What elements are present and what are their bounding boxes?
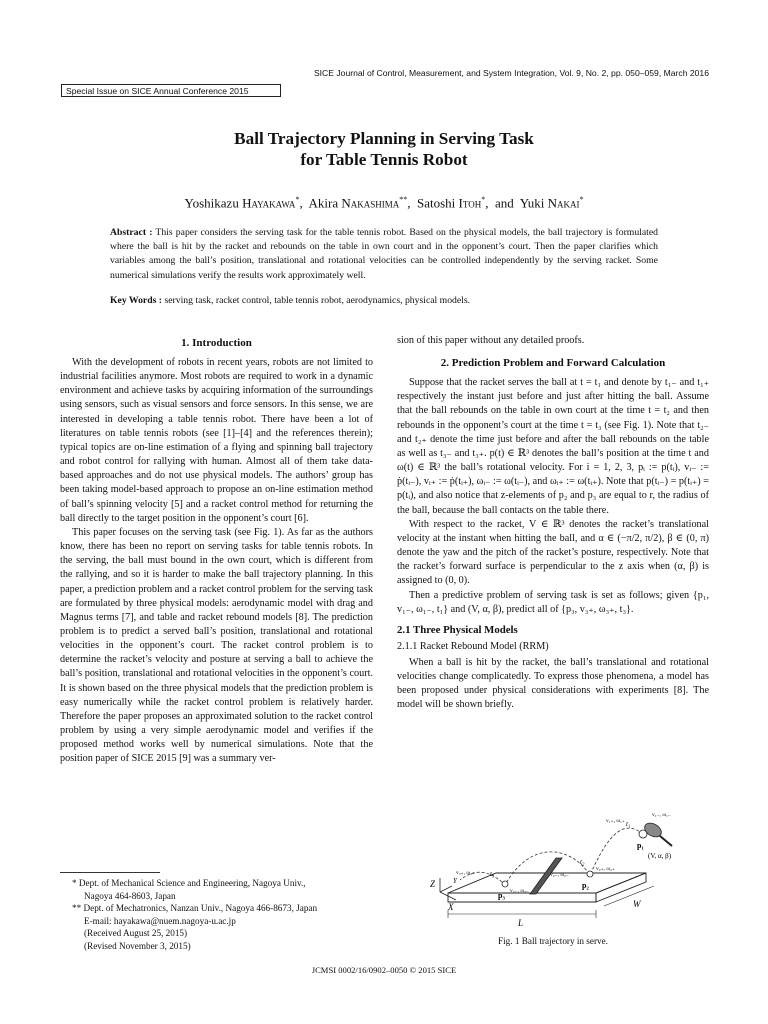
author-3-mark: *	[481, 195, 486, 204]
label-v2m: v₂₋, ω₂₋	[550, 872, 569, 878]
author-3-first: Satoshi	[416, 195, 456, 211]
author-and: and	[494, 195, 514, 211]
page-footer: JCMSI 0002/16/0902–0050 © 2015 SICE	[311, 965, 457, 975]
label-x: X	[448, 902, 454, 912]
title-line-2: for Table Tennis Robot	[300, 150, 468, 169]
footnotes	[72, 877, 382, 953]
label-v1: v₁₋, ω₁₋	[652, 812, 671, 818]
label-t2: t₂	[580, 858, 585, 866]
axis-y	[440, 886, 452, 892]
label-racket-state: (V, α, β)	[648, 852, 672, 860]
author-1-mark: *	[295, 195, 300, 204]
keywords-label: Key Words :	[110, 295, 163, 306]
label-p2: p₂	[582, 881, 589, 890]
label-t1: t₁	[626, 820, 631, 828]
author-list: Yoshikazu Hayakawa*, Akira Nakashima**, Satoshi Itoh*, and Yuki Nakai*	[184, 195, 584, 211]
section-2-paragraph-1: Suppose that the racket serves the ball at t = t₁ and denote by t₁₋ and t₁₊ respectively the instant just before and just after hitting the ball. Assume that the ball rebounds on the table in own court at the time t = t₂ and then rebounds in the opponent’s court at the time t = t₃ (see Fig. 1). Note that t₂₋ and t₂₊ denote the time just before and after the ball rebounds on the table as well as t₃₋ and t₃₊. p(t) ∈ ℝ³ denotes the ball’s position at the time t and ω(t) ∈ ℝ³ the ball’s rotational velocity. For i = 1, 2, 3, pᵢ := p(tᵢ), vᵢ₋ := ṗ(tᵢ₋), vᵢ₊ := ṗ(tᵢ₊), ωᵢ₋ := ω(tᵢ₋), and ωᵢ₊ := ω(tᵢ₊). Note that p(tᵢ₋) = p(tᵢ₊) = p(tᵢ), and also notice that z-elements of p₂ and p₃ are equal to r, the radius of the ball, because the ball contacts on the table there.	[397, 377, 709, 516]
label-t3: t₃	[490, 870, 495, 878]
footnote-line: (Received August 25, 2015)	[84, 928, 188, 939]
author-2-first: Akira	[308, 195, 339, 211]
label-p3: p₃	[498, 891, 505, 900]
author-2-mark: **	[399, 195, 408, 204]
ball-p3	[502, 881, 508, 887]
author-1-last: Hayakawa	[242, 195, 296, 211]
footnote-line: Nagoya 464-8603, Japan	[84, 890, 176, 901]
figure-caption: Fig. 1 Ball trajectory in serve.	[498, 936, 608, 946]
table-front-edge	[448, 893, 596, 902]
author-4-first: Yuki	[519, 195, 545, 211]
label-W: W	[633, 899, 641, 909]
left-column	[60, 336, 373, 767]
intro-paragraph-1: With the development of robots in recent years, robots are not limited to industrial facilities anymore. Most robots are required to work in a dynamic environment and achieve tasks by acquiring information of the surroundings using sensors, such as visual sensors and force sensors. In this sense, we are interested in developing a table tennis robot. There have been a lot of literatures on table tennis robots (see [1]–[4] and the references therein); typical topics are on-line estimation of a flying and spinning ball trajectory and robot control for rallying with human. Almost all of them take data-based approaches and do not use physical models. The authors’ group has been taking model-based approach to propose an on-line estimation method of ball’s spinning velocity [5] and a racket control method for returning the ball directly to the target position in the opponent’s court [6].	[60, 357, 373, 524]
keywords-text: serving task, racket control, table tennis robot, aerodynamics, physical models.	[164, 295, 471, 306]
label-L: L	[518, 918, 524, 928]
abstract-text: This paper considers the serving task for the table tennis robot. Based on the physical models, the ball trajectory is formulated where the ball is hit by the racket and rebounds on the table in own court and in the opponent’s court. Then the paper clarifies which variables among the ball’s position, translational and rotational velocities can be controlled independently by the serving racket. Some numerical simulations verify the results work approximately well.	[110, 227, 659, 281]
author-4-last: Nakai	[547, 195, 580, 211]
footnote-line: E-mail: hayakawa@nuem.nagoya-u.ac.jp	[84, 915, 236, 926]
author-3-last: Itoh	[458, 195, 482, 211]
section-2-paragraph-3: Then a predictive problem of serving task is set as follows; given {p₁, v₁₋, ω₁₋, t₁} and (V, α, β), predict all of {p₃, v₃₊, ω₃₊, t₃}.	[397, 589, 709, 615]
abstract	[110, 226, 658, 283]
label-v2p: v₂₊, ω₂₊	[596, 866, 615, 872]
author-2-last: Nakashima	[341, 195, 400, 211]
keywords	[110, 294, 658, 308]
journal-citation: SICE Journal of Control, Measurement, and System Integration, Vol. 9, No. 2, pp. 050–059, March 2016	[313, 68, 709, 78]
section-2-1-1-paragraph: When a ball is hit by the racket, the ball’s translational and rotational velocities change complicatedly. To express those phenomena, a model has been proposed under physical considerations with experiments [8]. The model will be shown briefly.	[397, 656, 709, 711]
right-column	[397, 334, 709, 712]
footnote-line: (Revised November 3, 2015)	[84, 940, 191, 951]
paper-title	[120, 128, 648, 170]
table-side-edge	[596, 873, 646, 902]
section-2-heading: 2. Prediction Problem and Forward Calculation	[440, 357, 666, 370]
abstract-label: Abstract :	[110, 227, 153, 238]
title-line-1: Ball Trajectory Planning in Serving Task	[234, 129, 534, 148]
intro-continuation: sion of this paper without any detailed proofs.	[397, 335, 585, 346]
footnote-line: ** Dept. of Mechatronics, Nanzan Univ., Nagoya 466-8673, Japan	[72, 903, 318, 914]
label-y: Y	[453, 877, 457, 885]
intro-paragraph-2: This paper focuses on the serving task (see Fig. 1). As far as the authors know, there has been no report on serving tasks for table tennis robots. In the serving, the ball must bound in the own court, which is different from the rallying, and so it is harder to make the ball trajectory planning. In this paper, a prediction problem and a racket control problem for the serving task are formulated by three physical models: aerodynamic model with drag and Magnus terms [7], and table and racket rebound models [8]. The prediction problem is to predict a served ball’s position, translational and rotational velocities in the opponent’s court. The racket control problem is to determine the racket’s velocity and posture at serving a ball to achieve the ball’s position, translational and rotational velocities in the opponent’s court. It is shown based on the three physical models that the prediction problem is easy numerically while the racket control problem is relatively harder. Therefore the paper proposes an approximated solution to the racket control problem by using a very simple aerodynamic model and verifies if the proposed method works well by numerical simulations. Note that the position paper of SICE 2015 [9] was a summary ver-	[60, 526, 373, 765]
label-z: Z	[430, 879, 436, 889]
author-4-mark: *	[579, 195, 584, 204]
subsection-2-1-heading: 2.1 Three Physical Models	[397, 623, 518, 636]
subsubsection-2-1-1-heading: 2.1.1 Racket Rebound Model (RRM)	[397, 640, 549, 652]
author-1-first: Yoshikazu	[184, 195, 239, 211]
racket-handle	[660, 836, 672, 846]
label-v3m: v₃₋, ω₃₋	[510, 888, 529, 894]
footnote-line: * Dept. of Mechanical Science and Engineering, Nagoya Univ.,	[72, 878, 306, 888]
footnote-rule	[60, 872, 160, 873]
section-1-heading: 1. Introduction	[181, 337, 252, 349]
special-issue-label: Special Issue on SICE Annual Conference 2015	[61, 84, 281, 97]
ball-p2	[587, 871, 593, 877]
label-v1p: v₁₊, ω₁₊	[606, 818, 625, 824]
section-2-paragraph-2: With respect to the racket, V ∈ ℝ³ denotes the racket’s translational velocity at the instant when hitting the ball, and α ∈ (−π/2, π/2), β ∈ (0, π) denote the yaw and the pitch of the racket’s posture, respectively. Note that the racket’s forward surface is perpendicular to the z axis when (α, β) is assigned to (0, 0).	[397, 518, 709, 587]
label-v3p: v₃₊, ω₃₊	[456, 870, 475, 876]
figure-ball-trajectory	[420, 790, 710, 935]
label-p1: p₁	[637, 841, 644, 850]
